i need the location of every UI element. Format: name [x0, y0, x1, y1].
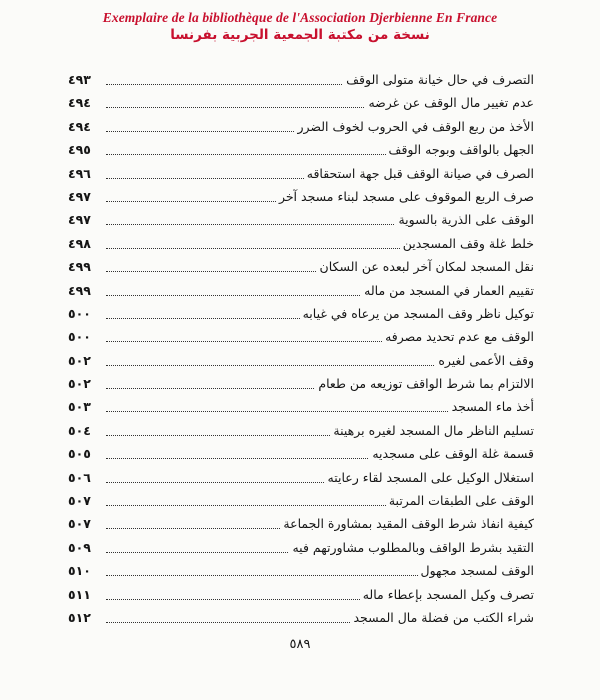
toc-entry — [68, 538, 534, 561]
toc-entry-page: ٥١١ — [68, 586, 91, 602]
toc-entry-page: ٤٩٣ — [68, 72, 91, 87]
toc-entry-page: ٥٠٣ — [68, 399, 91, 415]
toc-entry-title: الالتزام بما شرط الواقف توزيعه من طعام — [315, 376, 534, 391]
toc-entry-title: توكيل ناظر وقف المسجد من يرعاه في غيابه — [300, 306, 534, 321]
toc-entry — [68, 140, 534, 163]
toc-entry-page: ٤٩٤ — [68, 118, 91, 134]
toc-entry-title: قسمة غلة الوقف على مسجديه — [369, 446, 534, 461]
toc-entry-title: التصرف في حال خيانة متولى الوقف — [343, 72, 534, 87]
page-number: ٥٨٩ — [289, 637, 311, 652]
toc-entry — [68, 397, 534, 420]
toc-entry-page: ٥٠٧ — [68, 493, 91, 509]
toc-entry-title: نقل المسجد لمكان آخر لبعده عن السكان — [317, 259, 534, 274]
toc-entry-title: وقف الأعمى لغيره — [435, 353, 534, 368]
toc-entry — [68, 491, 534, 514]
toc-entry-page: ٥٠٧ — [68, 516, 91, 532]
toc-entry — [68, 327, 534, 350]
toc-entry — [68, 585, 534, 608]
toc-entry — [68, 210, 534, 233]
toc-entry — [68, 187, 534, 210]
table-of-contents — [68, 70, 534, 631]
toc-entry-page: ٤٩٩ — [68, 282, 91, 298]
toc-entry-title: تصرف وكيل المسجد بإعطاء ماله — [360, 587, 534, 602]
toc-entry-page: ٥٠٢ — [68, 376, 91, 392]
toc-entry — [68, 468, 534, 491]
toc-entry — [68, 234, 534, 257]
toc-entry — [68, 444, 534, 467]
toc-entry-title: كيفية انفاذ شرط الوقف المقيد بمشاورة الجماعة — [280, 516, 534, 531]
toc-entry-page: ٤٩٨ — [68, 235, 91, 251]
toc-entry-page: ٤٩٥ — [68, 142, 91, 158]
toc-entry — [68, 304, 534, 327]
toc-entry-title: صرف الربع الموقوف على مسجد لبناء مسجد آخر — [276, 189, 534, 204]
toc-entry-title: التقيد بشرط الواقف وبالمطلوب مشاورتهم فيه — [289, 540, 534, 555]
toc-entry-title: الوقف لمسجد مجهول — [418, 563, 534, 578]
toc-entry-page: ٥١٠ — [68, 563, 91, 579]
toc-entry — [68, 164, 534, 187]
toc-entry — [68, 374, 534, 397]
toc-entry-page: ٥٠٥ — [68, 446, 91, 462]
toc-entry — [68, 281, 534, 304]
toc-entry-page: ٥٠٠ — [68, 305, 91, 321]
toc-entry-title: الأخذ من ربع الوقف في الحروب لخوف الضرر — [294, 119, 534, 134]
toc-entry — [68, 117, 534, 140]
toc-entry-page: ٥٠٦ — [68, 469, 91, 485]
toc-entry — [68, 70, 534, 93]
toc-entry-page: ٤٩٧ — [68, 212, 91, 228]
toc-entry-title: أخذ ماء المسجد — [449, 399, 534, 414]
toc-entry — [68, 93, 534, 116]
toc-entry — [68, 514, 534, 537]
toc-entry — [68, 351, 534, 374]
toc-entry-page: ٤٩٦ — [68, 165, 91, 181]
toc-entry-page: ٤٩٤ — [68, 95, 91, 111]
toc-entry-page: ٤٩٩ — [68, 259, 91, 275]
toc-entry-page: ٥١٢ — [68, 609, 91, 625]
toc-entry-title: عدم تغيير مال الوقف عن غرضه — [365, 95, 534, 110]
toc-entry-page: ٥٠٩ — [68, 539, 91, 555]
toc-entry-title: الوقف مع عدم تحديد مصرفه — [382, 329, 534, 344]
library-stamp-latin: Exemplaire de la bibliothèque de l'Association Djerbienne En France — [102, 10, 498, 25]
library-stamp-arabic: نسخة من مكتبة الجمعية الجربية بفرنسا — [170, 27, 430, 43]
library-stamp — [0, 10, 600, 43]
toc-entry-title: تسليم الناظر مال المسجد لغيره برهينة — [330, 423, 534, 438]
toc-entry-page: ٥٠٢ — [68, 352, 91, 368]
toc-entry-title: شراء الكتب من فضلة مال المسجد — [350, 610, 534, 625]
toc-entry-page: ٥٠٤ — [68, 422, 91, 438]
toc-entry-title: تقييم العمار في المسجد من ماله — [361, 283, 534, 298]
toc-entry-title: استغلال الوكيل على المسجد لقاء رعايته — [325, 470, 534, 485]
toc-entry-title: خلط غلة وقف المسجدين — [400, 236, 534, 251]
toc-entry — [68, 561, 534, 584]
toc-entry — [68, 608, 534, 631]
toc-entry-title: الوقف على الذرية بالسوية — [395, 212, 534, 227]
toc-entry-page: ٤٩٧ — [68, 188, 91, 204]
toc-entry — [68, 257, 534, 280]
toc-entry-title: الوقف على الطبقات المرتبة — [386, 493, 534, 508]
toc-entry-title: الصرف في صيانة الوقف قبل جهة استحقاقه — [304, 166, 534, 181]
toc-entry-title: الجهل بالواقف وبوجه الوقف — [386, 142, 535, 157]
toc-entry — [68, 421, 534, 444]
toc-entry-page: ٥٠٠ — [68, 329, 91, 345]
